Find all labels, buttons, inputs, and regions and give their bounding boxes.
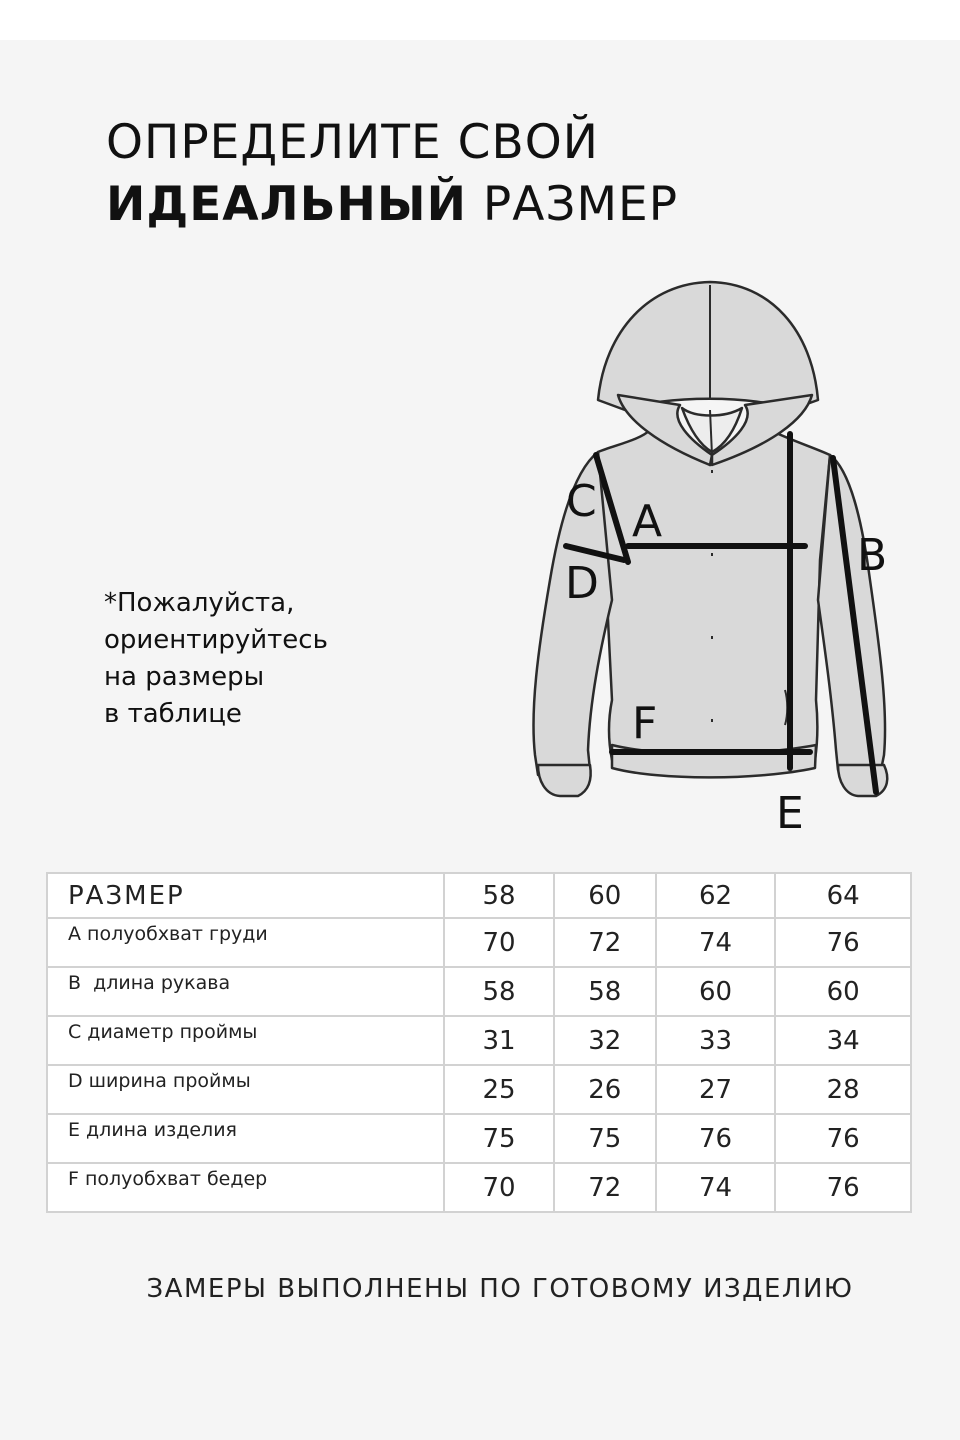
- size-header-row: [47, 873, 911, 918]
- measurement-value: 75: [554, 1114, 656, 1163]
- note-line-2: ориентируйтесь: [104, 625, 328, 655]
- label-f: F: [632, 698, 658, 749]
- measurement-label: A полуобхват груди: [47, 918, 444, 967]
- measurement-label: F полуобхват бедер: [47, 1163, 444, 1212]
- size-note: [104, 585, 328, 733]
- page-title: [106, 112, 678, 236]
- measurement-value: 33: [656, 1016, 776, 1065]
- measurement-value: 32: [554, 1016, 656, 1065]
- measurement-value: 31: [444, 1016, 554, 1065]
- measurement-value: 60: [775, 967, 911, 1016]
- label-e: E: [776, 788, 804, 839]
- size-header-cell: 62: [656, 873, 776, 918]
- label-b: B: [857, 530, 888, 581]
- size-header-label: РАЗМЕР: [47, 873, 444, 918]
- table-row: [47, 1163, 911, 1212]
- measurement-value: 25: [444, 1065, 554, 1114]
- left-cuff: [538, 765, 591, 796]
- table-row: [47, 1114, 911, 1163]
- measurement-label: B длина рукава: [47, 967, 444, 1016]
- table-row: [47, 1065, 911, 1114]
- size-header-cell: 60: [554, 873, 656, 918]
- note-line-1: *Пожалуйста,: [104, 588, 295, 618]
- measurement-value: 75: [444, 1114, 554, 1163]
- note-line-4: в таблице: [104, 699, 242, 729]
- measurement-value: 26: [554, 1065, 656, 1114]
- measurement-value: 70: [444, 918, 554, 967]
- measurement-value: 28: [775, 1065, 911, 1114]
- measurement-value: 60: [656, 967, 776, 1016]
- label-c: C: [566, 476, 597, 527]
- table-row: [47, 918, 911, 967]
- measurement-label: D ширина проймы: [47, 1065, 444, 1114]
- size-header-cell: 64: [775, 873, 911, 918]
- measurement-label: C диаметр проймы: [47, 1016, 444, 1065]
- table-row: [47, 1016, 911, 1065]
- title-bold-word: ИДЕАЛЬНЫЙ: [106, 177, 467, 232]
- measurement-value: 58: [444, 967, 554, 1016]
- measurement-value: 76: [775, 1163, 911, 1212]
- measurement-value: 70: [444, 1163, 554, 1212]
- label-d: D: [565, 558, 599, 609]
- size-table: [46, 872, 912, 1213]
- measurement-value: 74: [656, 1163, 776, 1212]
- measurement-value: 74: [656, 918, 776, 967]
- title-line-2: [106, 174, 678, 236]
- title-rest-word: РАЗМЕР: [482, 177, 679, 232]
- hood-back: [598, 282, 818, 410]
- note-line-3: на размеры: [104, 662, 265, 692]
- measurement-label: E длина изделия: [47, 1114, 444, 1163]
- measurement-value: 58: [554, 967, 656, 1016]
- measurement-value: 72: [554, 918, 656, 967]
- measurement-value: 34: [775, 1016, 911, 1065]
- hoodie-diagram: [500, 270, 920, 850]
- size-header-cell: 58: [444, 873, 554, 918]
- label-a: A: [632, 496, 663, 547]
- title-line-1: ОПРЕДЕЛИТЕ СВОЙ: [106, 115, 599, 170]
- right-cuff: [838, 765, 887, 796]
- measurement-value: 27: [656, 1065, 776, 1114]
- footer-note: ЗАМЕРЫ ВЫПОЛНЕНЫ ПО ГОТОВОМУ ИЗДЕЛИЮ: [146, 1274, 854, 1304]
- measurement-value: 76: [775, 1114, 911, 1163]
- measurement-value: 76: [775, 918, 911, 967]
- measurement-value: 72: [554, 1163, 656, 1212]
- table-row: [47, 967, 911, 1016]
- measurement-value: 76: [656, 1114, 776, 1163]
